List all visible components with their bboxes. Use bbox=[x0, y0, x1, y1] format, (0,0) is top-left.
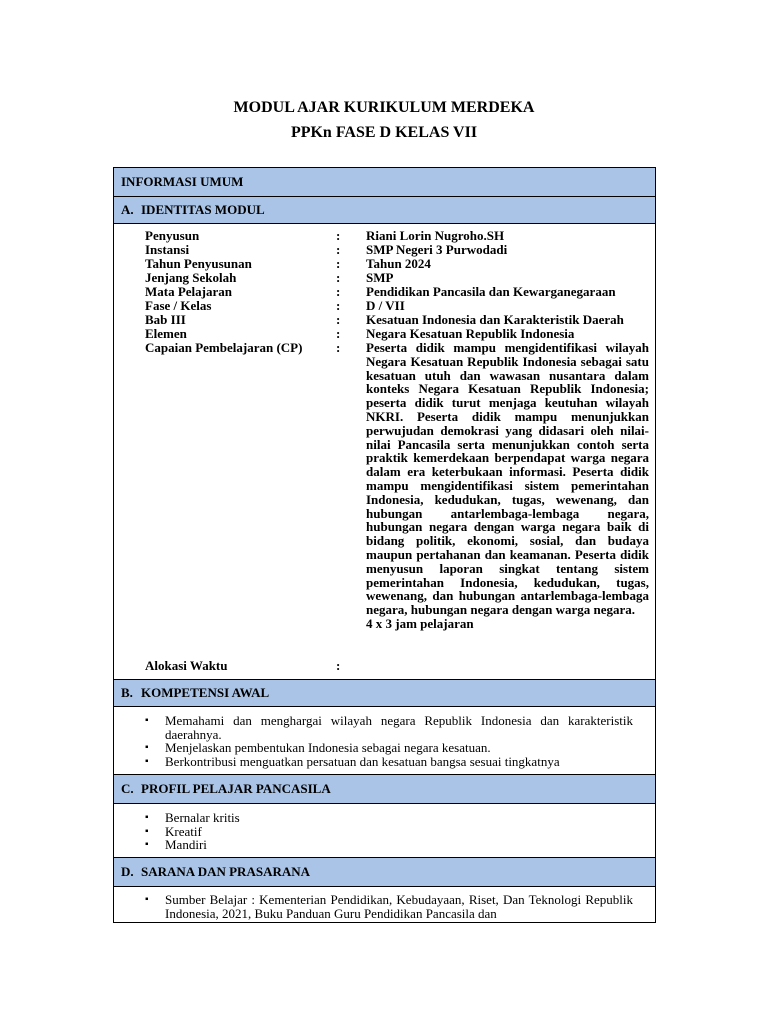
identity-value: Tahun 2024 bbox=[366, 256, 431, 271]
identity-colon: : bbox=[336, 340, 341, 355]
identity-label: Instansi bbox=[145, 242, 190, 257]
identity-label: Bab III bbox=[145, 312, 186, 327]
identity-label: Alokasi Waktu bbox=[145, 658, 228, 673]
list-item: ▪ Bernalar kritis bbox=[145, 810, 240, 825]
identity-label: Elemen bbox=[145, 326, 187, 341]
profil-pelajar-list bbox=[145, 811, 633, 852]
sarana-prasarana-section bbox=[114, 887, 655, 923]
document-subtitle: PPKn FASE D KELAS VII bbox=[290, 124, 478, 141]
bullet-icon: ▪ bbox=[145, 742, 149, 753]
identity-row-alokasi bbox=[145, 659, 649, 673]
identity-row-elemen bbox=[145, 327, 649, 341]
identity-value: SMP bbox=[366, 270, 394, 285]
list-item: ▪ Sumber Belajar : Kementerian Pendidikan, Kebudayaan, Riset, Dan Teknologi Republik Indonesia, 2021, Buku Panduan Guru Pendidikan Pancasila dan bbox=[145, 892, 633, 921]
kompetensi-awal-list bbox=[145, 714, 633, 768]
identity-row-bab bbox=[145, 313, 649, 327]
identity-value: Pendidikan Pancasila dan Kewarganegaraan bbox=[366, 284, 616, 299]
identity-value: Riani Lorin Nugroho.SH bbox=[366, 228, 505, 243]
identity-value bbox=[366, 659, 649, 673]
list-item: ▪ Berkontribusi menguatkan persatuan dan kesatuan bangsa sesuai tingkatnya bbox=[145, 753, 560, 769]
list-item: ▪ Kreatif bbox=[145, 823, 202, 839]
identity-colon: : bbox=[336, 658, 341, 673]
section-b-number: B. bbox=[121, 685, 133, 700]
kompetensi-awal-section bbox=[114, 707, 655, 775]
bullet-icon: ▪ bbox=[145, 812, 149, 823]
section-b-title: KOMPETENSI AWAL bbox=[141, 685, 270, 700]
identity-row-tahun bbox=[145, 257, 649, 271]
section-c-number: C. bbox=[121, 781, 134, 796]
sarana-prasarana-list bbox=[145, 893, 633, 920]
section-d-number: D. bbox=[121, 864, 134, 879]
identity-label: Capaian Pembelajaran (CP) bbox=[145, 340, 303, 355]
list-item: ▪ Memahami dan menghargai wilayah negara Republik Indonesia dan karakteristik daerahnya. bbox=[145, 713, 633, 742]
identity-row-penyusun bbox=[145, 229, 649, 243]
identity-label: Tahun Penyusunan bbox=[145, 256, 252, 271]
informasi-umum-header bbox=[114, 168, 655, 197]
list-item: ▪ Menjelaskan pembentukan Indonesia sebagai negara kesatuan. bbox=[145, 740, 491, 755]
identity-colon: : bbox=[336, 242, 341, 257]
bullet-icon: ▪ bbox=[145, 894, 149, 905]
identity-row-instansi bbox=[145, 243, 649, 257]
section-a-header bbox=[114, 197, 655, 224]
identity-label: Mata Pelajaran bbox=[145, 284, 233, 299]
identity-label: Penyusun bbox=[145, 228, 200, 243]
profil-pelajar-section bbox=[114, 804, 655, 858]
section-a-number: A. bbox=[121, 202, 134, 217]
identity-value: Negara Kesatuan Republik Indonesia bbox=[366, 326, 575, 341]
section-b-header bbox=[114, 680, 655, 707]
section-c-title: PROFIL PELAJAR PANCASILA bbox=[141, 781, 331, 796]
identity-row-cp bbox=[145, 341, 649, 631]
section-d-title: SARANA DAN PRASARANA bbox=[141, 864, 311, 879]
identity-label: Jenjang Sekolah bbox=[145, 270, 237, 285]
identity-colon: : bbox=[336, 228, 341, 243]
bullet-icon: ▪ bbox=[145, 715, 149, 726]
identity-row-jenjang bbox=[145, 271, 649, 285]
identity-value: Kesatuan Indonesia dan Karakteristik Daerah bbox=[366, 312, 624, 327]
identity-value: SMP Negeri 3 Purwodadi bbox=[366, 242, 508, 257]
identity-colon: : bbox=[336, 326, 341, 341]
cp-value-block bbox=[366, 341, 649, 631]
module-table bbox=[113, 167, 656, 923]
informasi-umum-title: INFORMASI UMUM bbox=[121, 174, 244, 189]
identity-colon: : bbox=[336, 256, 341, 271]
identitas-modul-section bbox=[114, 224, 655, 680]
bullet-icon: ▪ bbox=[145, 825, 149, 837]
section-c-header bbox=[114, 775, 655, 804]
bullet-icon: ▪ bbox=[145, 755, 149, 767]
identity-row-fase bbox=[145, 299, 649, 313]
identity-colon: : bbox=[336, 284, 341, 299]
identity-colon: : bbox=[336, 298, 341, 313]
identity-label: Fase / Kelas bbox=[145, 298, 212, 313]
identity-colon: : bbox=[336, 312, 341, 327]
document-title: MODUL AJAR KURIKULUM MERDEKA bbox=[233, 99, 535, 116]
list-item: ▪ Mandiri bbox=[145, 837, 207, 852]
cp-text: Peserta didik mampu mengidentifikasi wilayah Negara Kesatuan Republik Indonesia sebagai satu kesatuan utuh dan wawasan nusantara dalam konteks Negara Kesatuan Republik Indonesia; peserta didik turut menjaga keutuhan wilayah NKRI. Peserta didik mampu menunjukkan perwujudan demokrasi yang didasari oleh nilai-nilai Pancasila serta menunjukkan contoh serta praktik kemerdekaan berpendapat warga negara dalam era keterbukaan informasi. Peserta didik mampu mengidentifikasi sistem pemerintahan Indonesia, kedudukan, tugas, wewenang, dan hubungan antarlembaga-lembaga negara, hubungan negara dengan warga negara baik di bidang politik, ekonomi, sosial, dan budaya maupun pertahanan dan keamanan. Peserta didik menyusun laporan singkat tentang sistem pemerintahan Indonesia, kedudukan, tugas, wewenang, dan hubungan antarlembaga-lembaga negara, hubungan negara dengan warga negara. bbox=[366, 340, 649, 618]
identity-colon: : bbox=[336, 270, 341, 285]
section-a-title: IDENTITAS MODUL bbox=[141, 202, 265, 217]
identity-row-mapel bbox=[145, 285, 649, 299]
bullet-icon: ▪ bbox=[145, 839, 149, 850]
cp-jam-pelajaran: 4 x 3 jam pelajaran bbox=[366, 615, 474, 631]
identity-value: D / VII bbox=[366, 298, 405, 313]
section-d-header bbox=[114, 858, 655, 887]
